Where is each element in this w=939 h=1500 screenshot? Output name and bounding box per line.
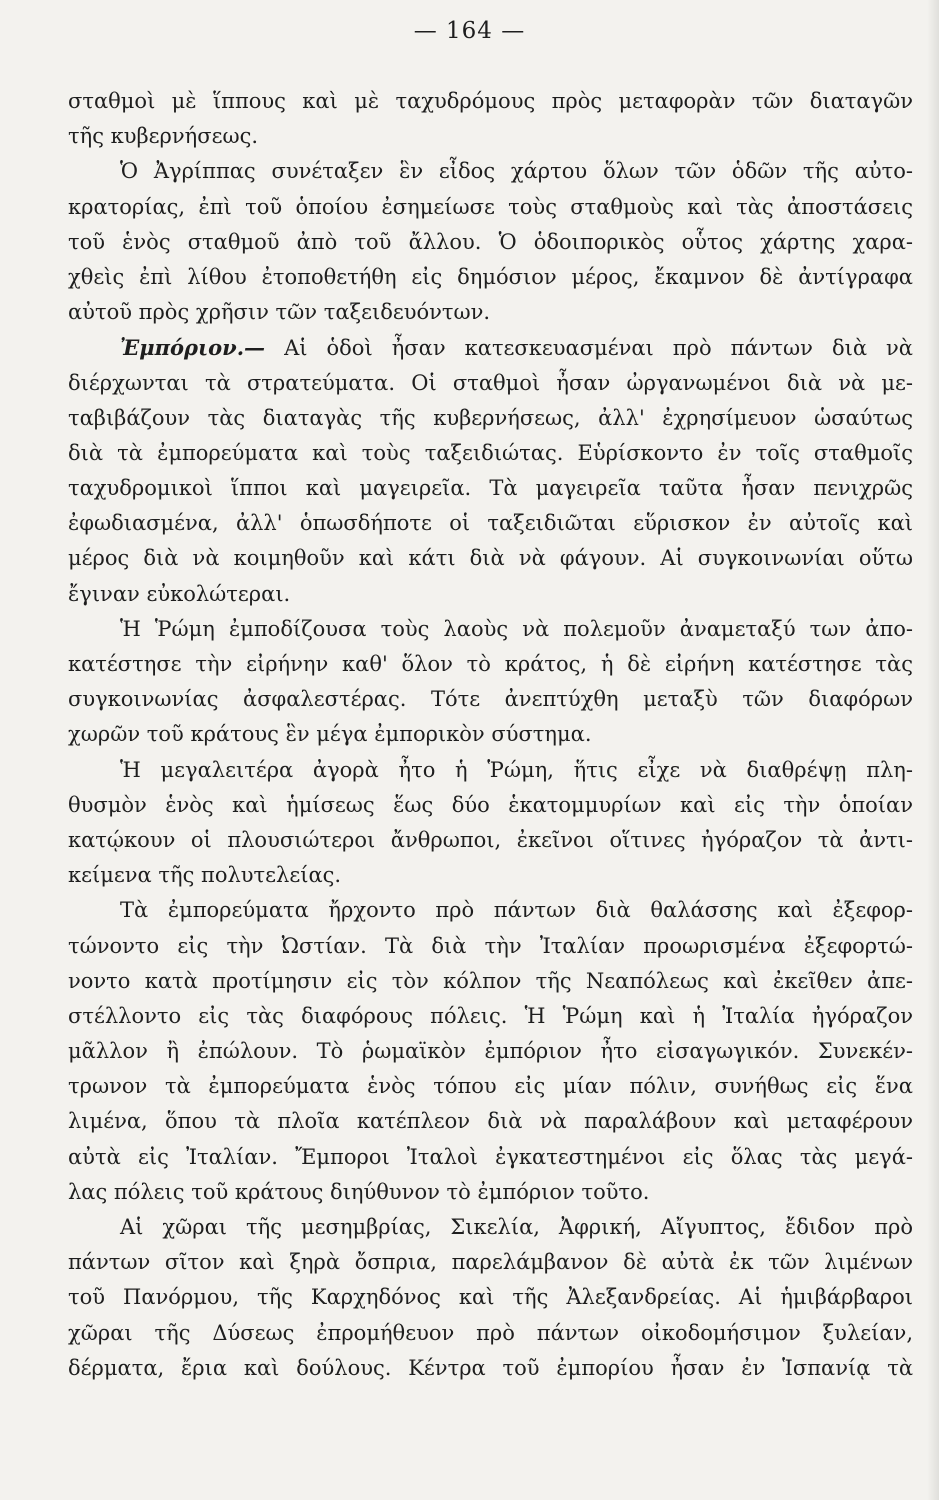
text-line: ἐφωδιασμένα, ἀλλ' ὁπωσδήποτε οἱ ταξειδιῶται εὕρισκον ἐν αὐτοῖς καὶ	[68, 511, 913, 536]
text-line: ἔγιναν εὐκολώτεραι.	[68, 581, 291, 606]
text-line: κατῴκουν οἱ πλουσιώτεροι ἄνθρωποι, ἐκεῖνοι οἵτινες ἠγόραζον τὰ ἀντι-	[68, 827, 913, 852]
text-line: θυσμὸν ἑνὸς καὶ ἡμίσεως ἕως δύο ἑκατομμυρίων καὶ εἰς τὴν ὁποίαν	[68, 792, 913, 817]
text-line: ταχυδρομικοὶ ἵπποι καὶ μαγειρεῖα. Τὰ μαγειρεῖα ταῦτα ἦσαν πενιχρῶς	[68, 476, 913, 501]
text-line: διὰ τὰ ἐμπορεύματα καὶ τοὺς ταξειδιώτας. Εὑρίσκοντο ἐν τοῖς σταθμοῖς	[68, 440, 913, 465]
text-line: τῆς κυβερνήσεως.	[68, 124, 259, 149]
text-line: διέρχωνται τὰ στρατεύματα. Οἱ σταθμοὶ ἦσαν ὠργανωμένοι διὰ νὰ με-	[68, 370, 913, 395]
text-line: λιμένα, ὅπου τὰ πλοῖα κατέπλεον διὰ νὰ παραλάβουν καὶ μεταφέρουν	[68, 1109, 913, 1134]
text-line: αὐτὰ εἰς Ἰταλίαν. Ἔμποροι Ἰταλοὶ ἐγκατεστημένοι εἰς ὅλας τὰς μεγά-	[68, 1144, 913, 1169]
text-line: κείμενα τῆς πολυτελείας.	[68, 863, 342, 888]
text-line: Ἡ μεγαλειτέρα ἀγορὰ ἦτο ἡ Ῥώμη, ἥτις εἶχε νὰ διαθρέψῃ πλη-	[120, 757, 913, 782]
text-line: κρατορίας, ἐπὶ τοῦ ὁποίου ἐσημείωσε τοὺς σταθμοὺς καὶ τὰς ἀποστάσεις	[68, 194, 913, 219]
text-run: Αἱ ὁδοὶ ἦσαν κατεσκευασμέναι πρὸ πάντων διὰ νὰ	[284, 336, 913, 361]
text-line: χῶραι τῆς Δύσεως ἐπρομήθευον πρὸ πάντων οἰκοδομήσιμον ξυλείαν,	[68, 1320, 913, 1345]
text-line: δέρματα, ἔρια καὶ δούλους. Κέντρα τοῦ ἐμπορίου ἦσαν ἐν Ἱσπανίᾳ τὰ	[68, 1355, 913, 1380]
text-line: Τὰ ἐμπορεύματα ἤρχοντο πρὸ πάντων διὰ θαλάσσης καὶ ἐξεφορ-	[120, 898, 913, 923]
text-line: τώνοντο εἰς τὴν Ὠστίαν. Τὰ διὰ τὴν Ἰταλίαν προωρισμένα ἐξεφορτώ-	[68, 933, 913, 958]
text-line: Αἱ χῶραι τῆς μεσημβρίας, Σικελία, Ἀφρική, Αἴγυπτος, ἔδιδον πρὸ	[120, 1215, 913, 1239]
text-line: λας πόλεις τοῦ κράτους διηύθυνον τὸ ἐμπόριον τοῦτο.	[68, 1179, 650, 1204]
text-line: μᾶλλον ἢ ἐπώλουν. Τὸ ῥωμαϊκὸν ἐμπόριον ἦτο εἰσαγωγικόν. Συνεκέν-	[68, 1039, 913, 1064]
text-line: σταθμοὶ μὲ ἵππους καὶ μὲ ταχυδρόμους πρὸς μεταφορὰν τῶν διαταγῶν	[68, 89, 913, 113]
section-title: Ἐμπόριον.—	[120, 335, 266, 361]
text-line: κατέστησε τὴν εἰρήνην καθ' ὅλον τὸ κράτος, ἡ δὲ εἰρήνη κατέστησε τὰς	[68, 652, 913, 676]
text-line: χθεὶς ἐπὶ λίθου ἐτοποθετήθη εἰς δημόσιον μέρος, ἔκαμνον δὲ ἀντίγραφα	[68, 264, 913, 289]
page-number: — 164 —	[413, 18, 526, 44]
text-line: αὐτοῦ πρὸς χρῆσιν τῶν ταξειδευόντων.	[68, 300, 491, 325]
text-line: χωρῶν τοῦ κράτους ἓν μέγα ἐμπορικὸν σύστημα.	[68, 722, 592, 747]
text-line: τρωνον τὰ ἐμπορεύματα ἑνὸς τόπου εἰς μίαν πόλιν, συνήθως εἰς ἕνα	[68, 1074, 913, 1099]
text-line: νοντο κατὰ προτίμησιν εἰς τὸν κόλπον τῆς Νεαπόλεως καὶ ἐκεῖθεν ἀπε-	[68, 968, 913, 993]
text-line: τοῦ Πανόρμου, τῆς Καρχηδόνος καὶ τῆς Ἀλεξανδρείας. Αἱ ἡμιβάρβαροι	[68, 1285, 913, 1310]
page-edge-shadow	[927, 0, 939, 1500]
text-line: πάντων σῖτον καὶ ξηρὰ ὄσπρια, παρελάμβανον δὲ αὐτὰ ἐκ τῶν λιμένων	[68, 1250, 913, 1275]
body-text	[68, 84, 913, 1386]
text-line: ταβιβάζουν τὰς διαταγὰς τῆς κυβερνήσεως, ἀλλ' ἐχρησίμευον ὡσαύτως	[68, 405, 913, 430]
text-line: συγκοινωνίας ἀσφαλεστέρας. Τότε ἀνεπτύχθη μεταξὺ τῶν διαφόρων	[68, 687, 913, 712]
text-line: Ἡ Ῥώμη ἐμποδίζουσα τοὺς λαοὺς νὰ πολεμοῦν ἀναμεταξύ των ἀπο-	[120, 616, 913, 641]
text-line: Ὁ Ἀγρίππας συνέταξεν ἓν εἶδος χάρτου ὅλων τῶν ὁδῶν τῆς αὐτο-	[120, 159, 913, 184]
text-line: τοῦ ἑνὸς σταθμοῦ ἀπὸ τοῦ ἄλλου. Ὁ ὁδοιπορικὸς οὗτος χάρτης χαρα-	[68, 229, 913, 254]
text-line: στέλλοντο εἰς τὰς διαφόρους πόλεις. Ἡ Ῥώμη καὶ ἡ Ἰταλία ἠγόραζον	[68, 1003, 913, 1028]
text-line	[68, 330, 913, 365]
text-line: μέρος διὰ νὰ κοιμηθοῦν καὶ κάτι διὰ νὰ φάγουν. Αἱ συγκοινωνίαι οὕτω	[68, 546, 913, 571]
